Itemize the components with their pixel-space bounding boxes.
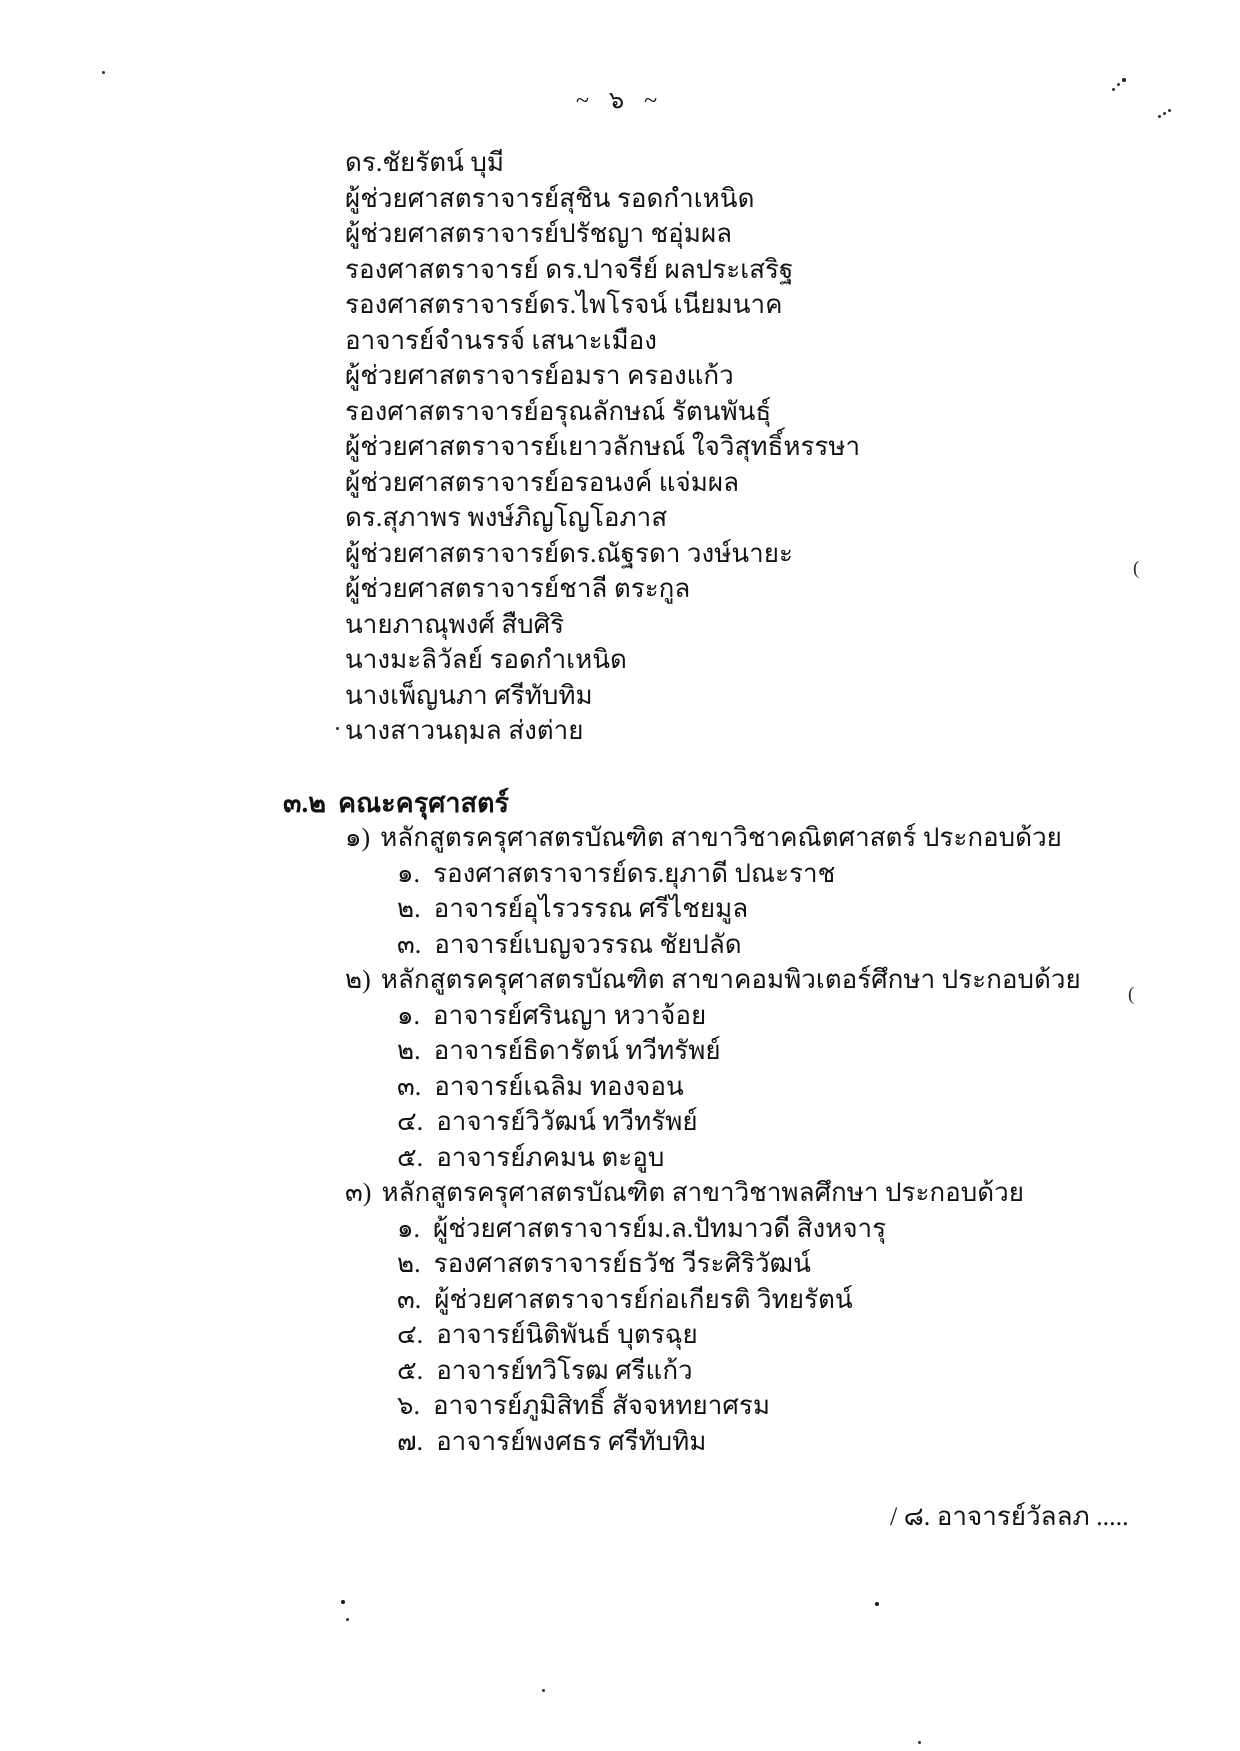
program-member — [345, 1211, 1081, 1247]
program-member — [345, 1317, 1081, 1353]
program-2-header — [345, 962, 1081, 998]
scan-speck — [1158, 115, 1161, 118]
program-member — [345, 1104, 1081, 1140]
member-name: อาจารย์พงศธร ศรีทับทิม — [436, 1426, 707, 1456]
committee-name-list — [345, 145, 860, 749]
member-name: ดร.ชัยรัตน์ บุมี — [345, 148, 504, 177]
program-2-members — [345, 998, 1081, 1176]
member-number: ๑. — [397, 858, 421, 888]
program-member — [345, 1246, 1081, 1282]
member-name: อาจารย์จำนรรจ์ เสนาะเมือง — [345, 325, 657, 355]
member-name: รองศาสตราจารย์ธวัช วีระศิริวัฒน์ — [433, 1249, 811, 1278]
member-name: รองศาสตราจารย์อรุณลักษณ์ รัตนพันธุ์ — [345, 396, 772, 426]
member-name: อาจารย์เบญจวรรณ ชัยปลัด — [434, 929, 742, 959]
program-member — [345, 891, 1081, 927]
member-name: รองศาสตราจารย์ ดร.ปาจรีย์ ผลประเสริฐ — [345, 254, 794, 284]
member-number: ๒. — [397, 1036, 421, 1065]
member-name: ผู้ช่วยศาสตราจารย์ปรัชญา ชอุ่มผล — [345, 219, 733, 248]
program-member — [345, 927, 1081, 963]
member-name: อาจารย์วิวัฒน์ ทวีทรัพย์ — [436, 1107, 698, 1136]
member-name: ผู้ช่วยศาสตราจารย์อรอนงค์ แจ่มผล — [345, 467, 740, 497]
member-name: อาจารย์ธิดารัตน์ ทวีทรัพย์ — [433, 1036, 721, 1065]
member-name: นางเพ็ญนภา ศรีทับทิม — [345, 680, 593, 710]
member-name: ผู้ช่วยศาสตราจารย์ม.ล.ปัทมาวดี สิงหจารุ — [433, 1213, 887, 1243]
program-3-title: หลักสูตรครุศาสตรบัณฑิต สาขาวิชาพลศึกษา ประกอบด้วย — [381, 1178, 1024, 1207]
member-number: ๖. — [397, 1391, 421, 1420]
program-member — [345, 1140, 1081, 1176]
member-name: ดร.สุภาพร พงษ์ภิญโญโอภาส — [345, 503, 668, 532]
section-number: ๓.๒ — [283, 788, 327, 818]
scan-mark-paren: ( — [1133, 558, 1140, 579]
program-3-label: ๓) — [345, 1178, 372, 1207]
program-1-header — [345, 820, 1081, 856]
member-number: ๒. — [397, 894, 421, 923]
member-name: นางสาวนฤมล ส่งต่าย — [345, 716, 584, 745]
program-2-label: ๒) — [345, 965, 371, 994]
scan-speck — [1163, 112, 1166, 115]
program-3-header — [345, 1175, 1081, 1211]
member-name: อาจารย์อุไรวรรณ ศรีไชยมูล — [433, 894, 749, 923]
scan-speck — [1122, 78, 1126, 82]
member-number: ๓. — [397, 929, 422, 959]
program-member — [345, 1033, 1081, 1069]
member-number: ๑. — [397, 1000, 421, 1030]
member-number: ๔. — [397, 1320, 424, 1349]
member-name: รองศาสตราจารย์ดร.ไพโรจน์ เนียมนาค — [345, 290, 783, 319]
member-name: นายภาณุพงศ์ สืบศิริ — [345, 609, 565, 639]
member-name: อาจารย์เฉลิม ทองจอน — [434, 1071, 684, 1101]
scan-mark-paren: ( — [1128, 984, 1135, 1005]
program-list — [345, 820, 1081, 1459]
continuation-note: / ๘. อาจารย์วัลลภ ..... — [890, 1502, 1129, 1531]
section-header — [283, 781, 509, 824]
member-name: ผู้ช่วยศาสตราจารย์ดร.ณัฐรดา วงษ์นายะ — [345, 538, 793, 568]
program-member — [345, 1282, 1081, 1318]
program-1-members — [345, 856, 1081, 963]
scan-speck — [1168, 109, 1171, 112]
member-name: อาจารย์นิติพันธ์ บุตรฉุย — [436, 1320, 698, 1349]
member-number: ๒. — [397, 1249, 421, 1278]
program-3-members — [345, 1211, 1081, 1460]
section-title: คณะครุศาสตร์ — [338, 788, 510, 818]
scan-speck — [918, 1741, 921, 1744]
member-name: ผู้ช่วยศาสตราจารย์ชาลี ตระกูล — [345, 574, 691, 603]
member-number: ๕. — [397, 1142, 424, 1172]
program-member — [345, 1388, 1081, 1424]
member-name: ผู้ช่วยศาสตราจารย์อมรา ครองแก้ว — [345, 361, 734, 390]
member-name: อาจารย์ทวิโรฒ ศรีแก้ว — [436, 1355, 693, 1385]
member-number: ๕. — [397, 1355, 424, 1385]
member-name: ผู้ช่วยศาสตราจารย์สุชิน รอดกำเหนิด — [345, 183, 755, 213]
scan-speck — [875, 1602, 879, 1606]
member-number: ๗. — [397, 1426, 424, 1456]
scan-speck — [102, 71, 105, 74]
member-name: ผู้ช่วยศาสตราจารย์ก่อเกียรติ วิทยรัตน์ — [434, 1284, 853, 1314]
member-number: ๓. — [397, 1284, 422, 1314]
program-1-label: ๑) — [345, 823, 371, 852]
member-name: อาจารย์ภูมิสิทธิ์ สัจจหทยาศรม — [433, 1391, 770, 1420]
program-member — [345, 1353, 1081, 1389]
member-name: อาจารย์ศรินญา หวาจ้อย — [433, 1000, 707, 1030]
member-name: ผู้ช่วยศาสตราจารย์เยาวลักษณ์ ใจวิสุทธิ์หรรษา — [345, 432, 861, 461]
member-name: นางมะลิวัลย์ รอดกำเหนิด — [345, 645, 627, 674]
program-member — [345, 998, 1081, 1034]
member-number: ๑. — [397, 1213, 421, 1243]
scan-speck — [336, 727, 339, 730]
program-1-title: หลักสูตรครุศาสตรบัณฑิต สาขาวิชาคณิตศาสตร์ ประกอบด้วย — [380, 823, 1062, 852]
member-number: ๓. — [397, 1071, 422, 1101]
scan-speck — [1117, 83, 1120, 86]
member-name: รองศาสตราจารย์ดร.ยุภาดี ปณะราช — [433, 858, 836, 888]
scan-speck — [346, 1618, 349, 1621]
member-name: อาจารย์ภคมน ตะอูบ — [436, 1142, 665, 1172]
scan-speck — [341, 1600, 345, 1604]
member-number: ๔. — [397, 1107, 424, 1136]
program-member — [345, 1069, 1081, 1105]
program-member — [345, 856, 1081, 892]
scan-speck — [542, 1689, 545, 1692]
program-member — [345, 1424, 1081, 1460]
page-number: ~ ๖ ~ — [575, 88, 665, 114]
program-2-title: หลักสูตรครุศาสตรบัณฑิต สาขาคอมพิวเตอร์ศึกษา ประกอบด้วย — [380, 965, 1081, 994]
scan-speck — [1112, 88, 1115, 91]
